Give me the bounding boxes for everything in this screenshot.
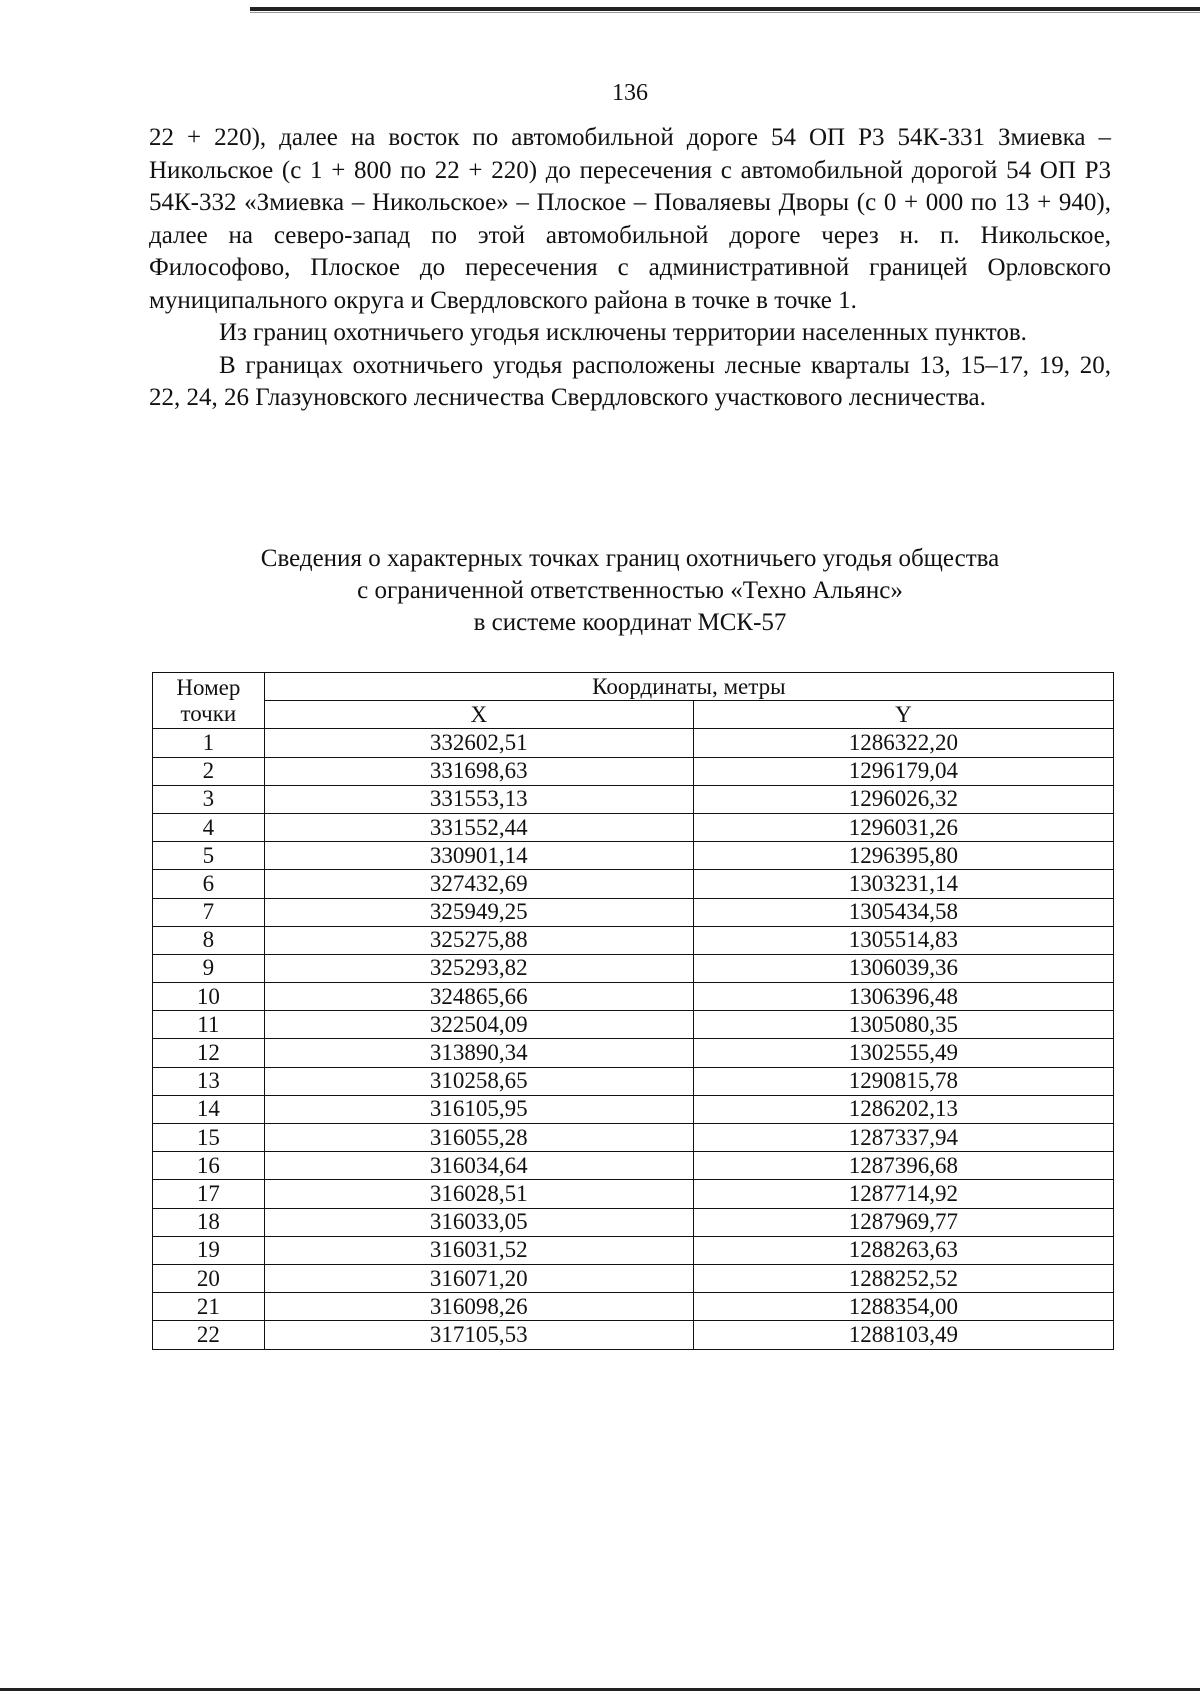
cell-x: 316031,52 — [264, 1236, 693, 1264]
table-row — [153, 926, 1114, 954]
cell-x: 316034,64 — [264, 1152, 693, 1180]
cell-y: 1287714,92 — [693, 1180, 1113, 1208]
cell-point-number: 13 — [153, 1067, 265, 1095]
cell-point-number: 22 — [153, 1321, 265, 1349]
cell-point-number: 17 — [153, 1180, 265, 1208]
cell-x: 316033,05 — [264, 1208, 693, 1236]
table-row — [153, 870, 1114, 898]
cell-y: 1305080,35 — [693, 1011, 1113, 1039]
cell-x: 322504,09 — [264, 1011, 693, 1039]
cell-y: 1305434,58 — [693, 898, 1113, 926]
cell-x: 316098,26 — [264, 1293, 693, 1321]
table-row — [153, 1011, 1114, 1039]
cell-y: 1290815,78 — [693, 1067, 1113, 1095]
scan-border-top-thin — [250, 12, 1200, 13]
cell-x: 317105,53 — [264, 1321, 693, 1349]
cell-x: 325275,88 — [264, 926, 693, 954]
table-row — [153, 1264, 1114, 1292]
paragraph-continuation: 22 + 220), далее на восток по автомобильной дороге 54 ОП Р3 54К-331 Змиевка – Никольское (с 1 + 800 по 22 + 220) до пересечения с автомобильной дорогой 54 ОП Р3 54К-332 «Змиевка – Никольское» – Плоское – Поваляевы Дворы (с 0 + 000 по 13 + 940), далее на северо-запад по этой автомобильной дороге через н. п. Никольское, Философово, Плоское до пересечения с административной границей Орловского муниципального округа и Свердловского района в точке в точке 1. — [149, 124, 1111, 314]
paragraph-exclusions: Из границ охотничьего угодья исключены территории населенных пунктов. — [219, 319, 1027, 346]
cell-x: 324865,66 — [264, 983, 693, 1011]
table-row — [153, 1039, 1114, 1067]
cell-y: 1305514,83 — [693, 926, 1113, 954]
scan-border-bottom — [0, 1688, 1200, 1691]
header-point-number-line-1: Номер — [176, 674, 241, 700]
cell-x: 313890,34 — [264, 1039, 693, 1067]
table-row — [153, 757, 1114, 785]
cell-point-number: 3 — [153, 785, 265, 813]
body-text — [149, 122, 1111, 415]
cell-point-number: 15 — [153, 1124, 265, 1152]
table-row — [153, 1152, 1114, 1180]
cell-x: 310258,65 — [264, 1067, 693, 1095]
cell-y: 1296026,32 — [693, 785, 1113, 813]
cell-x: 316055,28 — [264, 1124, 693, 1152]
cell-point-number: 20 — [153, 1264, 265, 1292]
cell-y: 1288103,49 — [693, 1321, 1113, 1349]
cell-point-number: 18 — [153, 1208, 265, 1236]
table-title-line-1: Сведения о характерных точках границ охотничьего угодья общества — [260, 545, 1000, 572]
cell-point-number: 9 — [153, 954, 265, 982]
cell-y: 1288252,52 — [693, 1264, 1113, 1292]
header-coordinates: Координаты, метры — [264, 673, 1113, 701]
table-title — [149, 543, 1111, 639]
table-row — [153, 785, 1114, 813]
table-row — [153, 1180, 1114, 1208]
table-row — [153, 1095, 1114, 1123]
scan-border-top — [250, 7, 1200, 11]
cell-point-number: 21 — [153, 1293, 265, 1321]
table-title-line-3: в системе координат МСК-57 — [473, 609, 787, 636]
cell-point-number: 7 — [153, 898, 265, 926]
header-x: X — [264, 701, 693, 729]
table-row — [153, 1293, 1114, 1321]
cell-y: 1287396,68 — [693, 1152, 1113, 1180]
cell-x: 331552,44 — [264, 813, 693, 841]
table-row — [153, 813, 1114, 841]
table-header-row-1 — [153, 673, 1114, 701]
cell-y: 1306396,48 — [693, 983, 1113, 1011]
header-point-number-line-2: точки — [180, 700, 237, 726]
page-number: 136 — [612, 80, 648, 106]
cell-point-number: 8 — [153, 926, 265, 954]
cell-y: 1287969,77 — [693, 1208, 1113, 1236]
table-body — [153, 729, 1114, 1349]
cell-y: 1296179,04 — [693, 757, 1113, 785]
cell-point-number: 19 — [153, 1236, 265, 1264]
cell-x: 327432,69 — [264, 870, 693, 898]
cell-y: 1296395,80 — [693, 842, 1113, 870]
cell-point-number: 4 — [153, 813, 265, 841]
cell-x: 325949,25 — [264, 898, 693, 926]
cell-y: 1288354,00 — [693, 1293, 1113, 1321]
cell-y: 1286322,20 — [693, 729, 1113, 757]
table-row — [153, 983, 1114, 1011]
cell-x: 316071,20 — [264, 1264, 693, 1292]
cell-y: 1286202,13 — [693, 1095, 1113, 1123]
cell-point-number: 2 — [153, 757, 265, 785]
header-y: Y — [693, 701, 1113, 729]
cell-point-number: 10 — [153, 983, 265, 1011]
header-point-number — [153, 673, 265, 729]
cell-y: 1303231,14 — [693, 870, 1113, 898]
table-row — [153, 898, 1114, 926]
cell-x: 316028,51 — [264, 1180, 693, 1208]
cell-y: 1296031,26 — [693, 813, 1113, 841]
cell-x: 330901,14 — [264, 842, 693, 870]
cell-point-number: 11 — [153, 1011, 265, 1039]
cell-x: 332602,51 — [264, 729, 693, 757]
coordinates-table — [152, 672, 1114, 1350]
table-row — [153, 729, 1114, 757]
cell-y: 1306039,36 — [693, 954, 1113, 982]
cell-point-number: 1 — [153, 729, 265, 757]
cell-x: 325293,82 — [264, 954, 693, 982]
table-row — [153, 842, 1114, 870]
paragraph-forest-quarters: В границах охотничьего угодья расположены лесные кварталы 13, 15–17, 19, 20, 22, 24, 26 Глазуновского лесничества Свердловского участкового лесничества. — [149, 351, 1111, 411]
cell-y: 1302555,49 — [693, 1039, 1113, 1067]
cell-x: 331553,13 — [264, 785, 693, 813]
table-row — [153, 954, 1114, 982]
table-row — [153, 1321, 1114, 1349]
cell-y: 1287337,94 — [693, 1124, 1113, 1152]
cell-y: 1288263,63 — [693, 1236, 1113, 1264]
cell-point-number: 14 — [153, 1095, 265, 1123]
cell-point-number: 6 — [153, 870, 265, 898]
table-title-line-2: с ограниченной ответственностью «Техно Альянс» — [357, 577, 903, 604]
table-row — [153, 1208, 1114, 1236]
table-row — [153, 1124, 1114, 1152]
table-header-row-2 — [153, 701, 1114, 729]
cell-x: 316105,95 — [264, 1095, 693, 1123]
table-row — [153, 1067, 1114, 1095]
cell-point-number: 16 — [153, 1152, 265, 1180]
cell-point-number: 12 — [153, 1039, 265, 1067]
cell-x: 331698,63 — [264, 757, 693, 785]
table-row — [153, 1236, 1114, 1264]
cell-point-number: 5 — [153, 842, 265, 870]
